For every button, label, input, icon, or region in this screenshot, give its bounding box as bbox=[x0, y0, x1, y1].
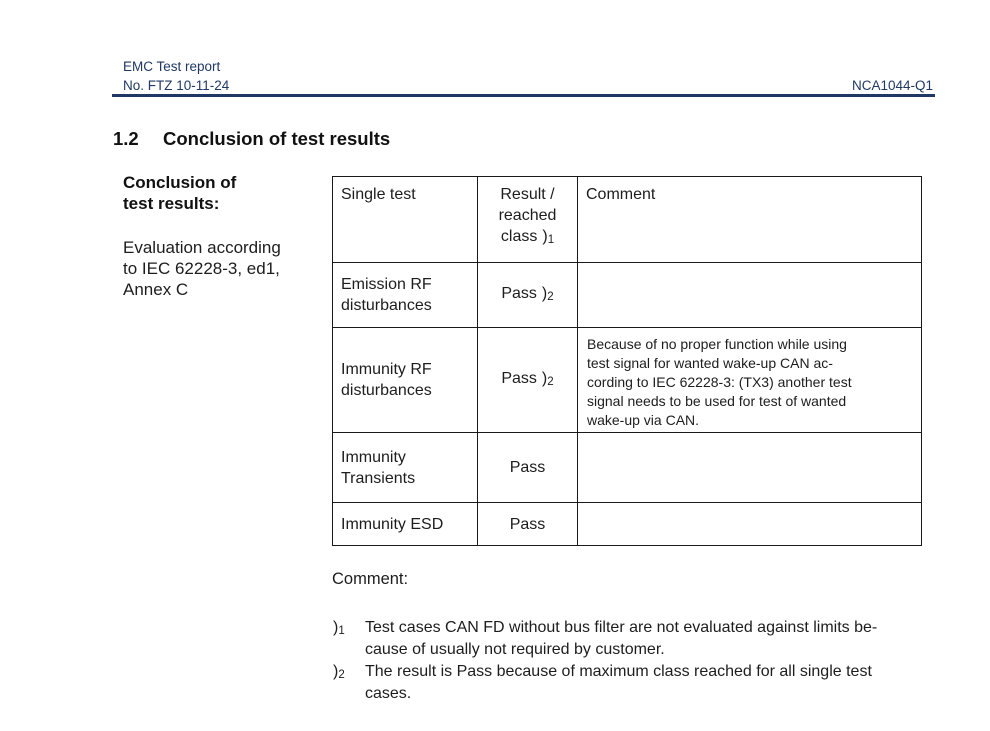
comment-cell bbox=[578, 503, 922, 546]
comment-label: Comment: bbox=[332, 570, 409, 588]
result-header-line: Result / bbox=[500, 186, 555, 203]
sidebar-label-line: Conclusion of bbox=[123, 173, 237, 192]
sidebar-label bbox=[123, 172, 236, 214]
test-name-cell: Immunity Transients bbox=[333, 433, 478, 503]
footnote-ref-number: 2 bbox=[547, 290, 554, 303]
footnote-marker: )2 bbox=[333, 663, 345, 681]
result-cell: Pass bbox=[478, 433, 578, 503]
comment-cell: Because of no proper function while using test signal for wanted wake-up CAN ac- cording to IEC 62228-3: (TX3) another test signal needs to be used for test of wanted wake-up via CAN. bbox=[578, 328, 922, 433]
test-name-cell: Emission RF disturbances bbox=[333, 263, 478, 328]
table-row bbox=[333, 503, 922, 546]
result-cell: Pass bbox=[478, 503, 578, 546]
results-table bbox=[332, 176, 922, 546]
test-name-cell: Immunity ESD bbox=[333, 503, 478, 546]
doc-code: NCA1044-Q1 bbox=[851, 78, 933, 93]
footnote-ref-number: 2 bbox=[547, 375, 554, 388]
footnote-2 bbox=[333, 661, 925, 705]
test-name-cell: Immunity RF disturbances bbox=[333, 328, 478, 433]
footnotes bbox=[333, 617, 925, 705]
report-title: EMC Test report bbox=[123, 59, 221, 74]
comment-cell bbox=[578, 433, 922, 503]
result-header-line: reached bbox=[498, 207, 557, 224]
column-header-comment: Comment bbox=[578, 177, 922, 263]
footnote-text: The result is Pass because of maximum class reached for all single test cases. bbox=[365, 663, 872, 702]
section-heading bbox=[113, 127, 390, 151]
header-rule bbox=[112, 94, 935, 97]
section-number: 1.2 bbox=[113, 128, 139, 149]
report-number: No. FTZ 10-11-24 bbox=[123, 78, 230, 93]
column-header-single-test: Single test bbox=[333, 177, 478, 263]
table-row bbox=[333, 433, 922, 503]
result-header-line: class )1 bbox=[500, 228, 555, 246]
sidebar-note-line: to IEC 62228-3, ed1, bbox=[123, 259, 280, 278]
footnote-text: Test cases CAN FD without bus filter are not evaluated against limits be- cause of usually not required by customer. bbox=[365, 619, 878, 658]
sidebar-note-line: Evaluation according bbox=[123, 238, 281, 257]
sidebar-note-line: Annex C bbox=[123, 280, 189, 299]
section-title: Conclusion of test results bbox=[163, 128, 391, 149]
sidebar-note bbox=[123, 237, 281, 300]
column-header-result bbox=[478, 177, 578, 263]
footnote-ref-mark: ) bbox=[541, 369, 548, 387]
table-header-row bbox=[333, 177, 922, 263]
footnote-ref-mark: ) bbox=[541, 284, 548, 302]
table-row bbox=[333, 263, 922, 328]
footnote-marker: )1 bbox=[333, 619, 345, 637]
table-row bbox=[333, 328, 922, 433]
sidebar-label-line: test results: bbox=[123, 194, 220, 213]
result-cell: Pass )2 bbox=[478, 328, 578, 433]
footnote-ref-mark: ) bbox=[542, 228, 548, 245]
comment-cell bbox=[578, 263, 922, 328]
result-cell: Pass )2 bbox=[478, 263, 578, 328]
footnote-ref-number: 1 bbox=[547, 234, 555, 246]
footnote-1 bbox=[333, 617, 925, 661]
